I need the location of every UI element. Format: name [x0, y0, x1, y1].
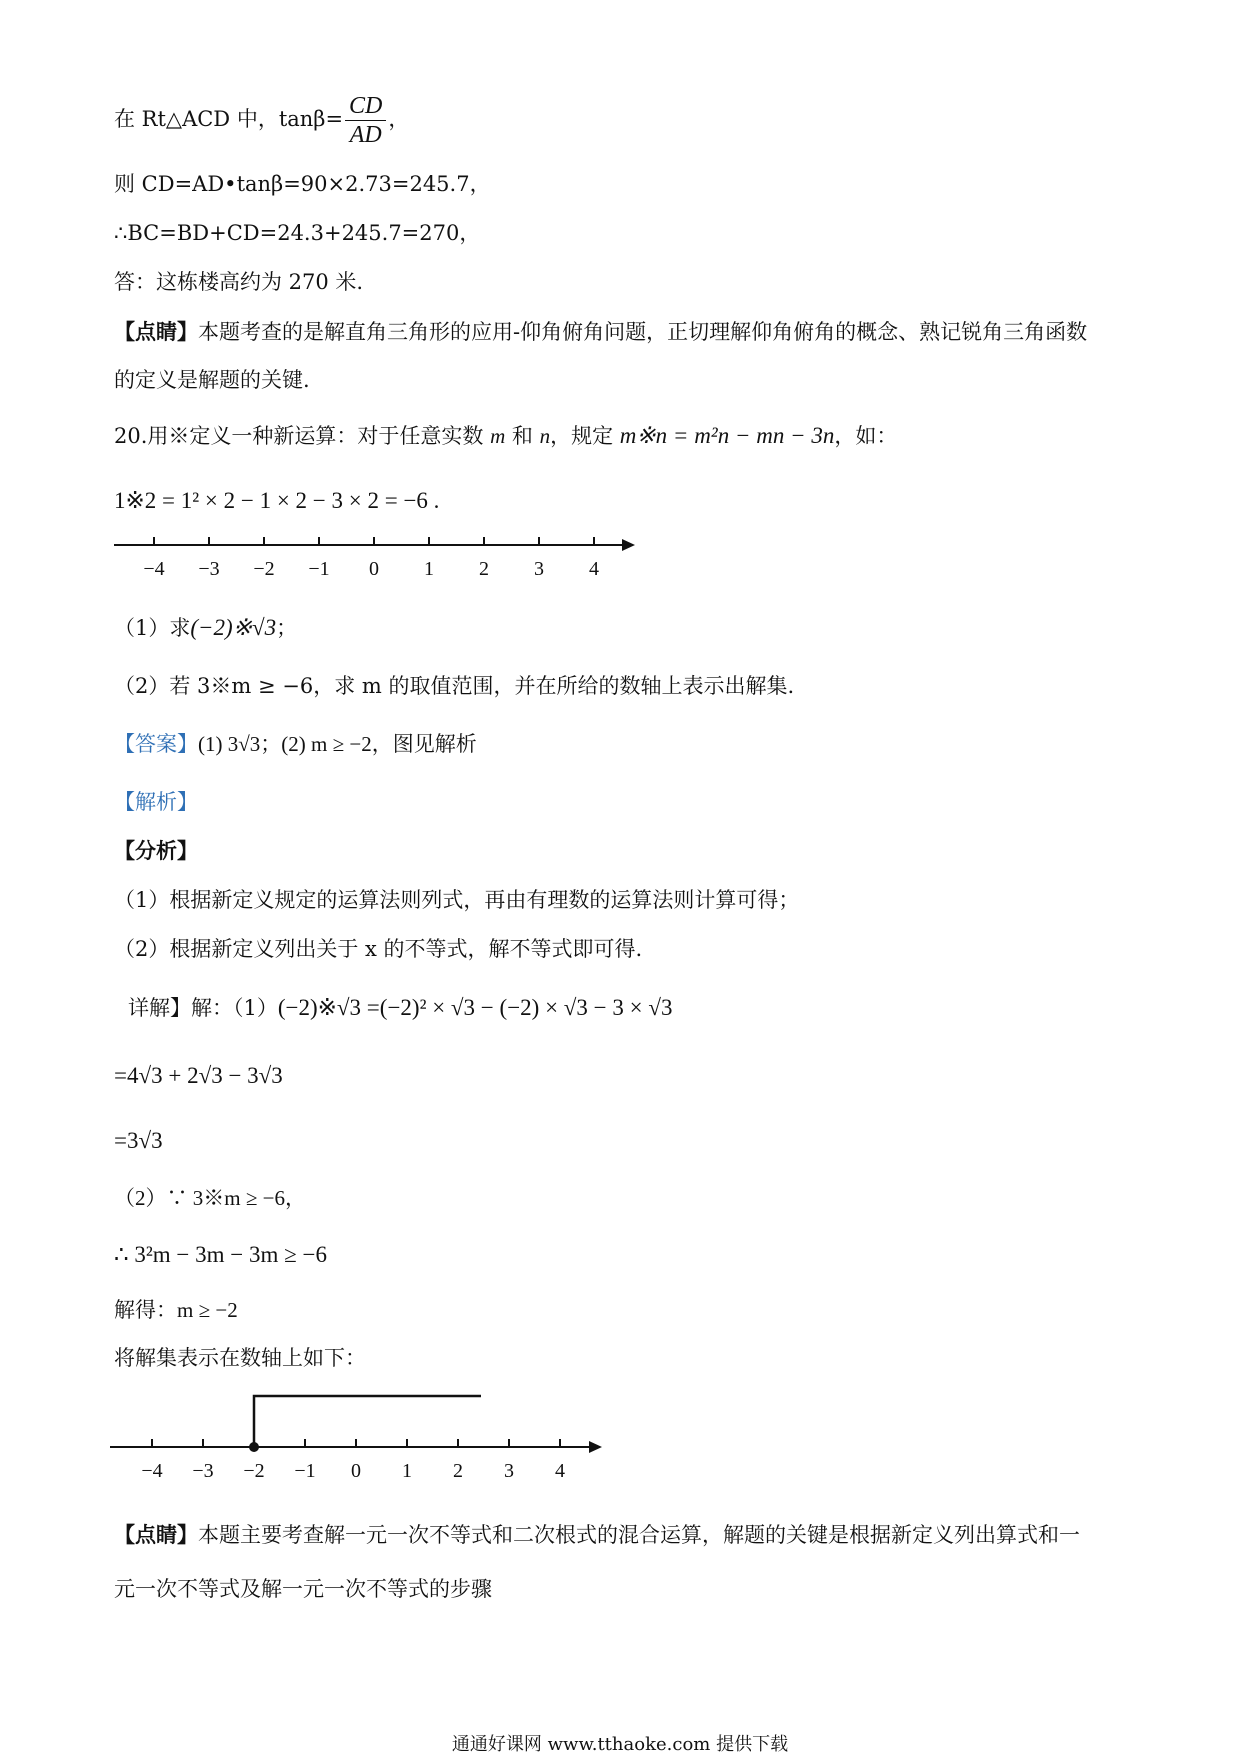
text: ，如： [834, 424, 898, 448]
part-1 [114, 614, 297, 642]
dianjing-final-2: 元一次不等式及解一元一次不等式的步骤 [114, 1577, 492, 1601]
text: 20.用※定义一种新运算：对于任意实数 [114, 424, 491, 448]
number-line-2 [100, 1385, 640, 1485]
tick-label: 4 [589, 558, 599, 580]
numerator: CD [345, 92, 386, 121]
eq-1: =4√3 + 2√3 − 3√3 [114, 1063, 283, 1088]
formula: m※n = m²n − mn − 3n [619, 423, 835, 448]
axis-arrow [589, 1441, 602, 1453]
tick-label: 0 [351, 1460, 361, 1482]
tick-label: −3 [198, 558, 220, 580]
tick-label: 1 [402, 1460, 412, 1482]
step-2-4: 将解集表示在数轴上如下： [114, 1346, 366, 1370]
ticks [141, 1439, 565, 1482]
footer: 通通好课网 www.tthaoke.com 提供下载 [451, 1734, 789, 1755]
part-2: （2）若 3※m ≥ −6，求 m 的取值范围，并在所给的数轴上表示出解集. [114, 674, 795, 698]
ticks [143, 537, 599, 580]
var-m: m [490, 424, 506, 448]
tick-label: 2 [453, 1460, 463, 1482]
detail-line [128, 994, 672, 1022]
line-answer: 答：这栋楼高约为 270 米. [114, 270, 364, 294]
example-line: 1※2 = 1² × 2 − 1 × 2 − 3 × 2 = −6 . [114, 488, 440, 513]
tick-label: 1 [424, 558, 434, 580]
tick-label: −1 [294, 1460, 316, 1482]
line-cd: 则 CD=AD•tanβ=90×2.73=245.7， [114, 172, 491, 196]
question-20 [114, 422, 897, 450]
text: 在 Rt△ACD 中，tanβ= [114, 107, 344, 131]
tick-label: 4 [555, 1460, 565, 1482]
denominator: AD [349, 122, 382, 148]
tick-label: −3 [192, 1460, 214, 1482]
expression: (−2)※√3 =(−2)² × √3 − (−2) × √3 − 3 × √3 [277, 995, 673, 1020]
step-2-1: （2）∵ 3※m ≥ −6， [114, 1186, 306, 1210]
tick-label: −4 [143, 558, 165, 580]
text: 详解】解：（1） [128, 996, 278, 1020]
fenxi-1: （1）根据新定义规定的运算法则列式，再由有理数的运算法则计算可得； [114, 888, 800, 912]
text: ； [276, 616, 298, 640]
solution-ray [254, 1396, 481, 1447]
dianjing-tag: 【点睛】 [114, 1522, 198, 1547]
tick-label: −2 [243, 1460, 265, 1482]
tick-label: 2 [479, 558, 489, 580]
tick-label: −2 [253, 558, 275, 580]
answer-tag: 【答案】 [114, 732, 198, 756]
step-2-3: 解得：m ≥ −2 [114, 1298, 238, 1322]
text: 本题考查的是解直角三角形的应用-仰角俯角问题，正切理解仰角俯角的概念、熟记锐角三角函数 [198, 320, 1088, 344]
tick-label: 0 [369, 558, 379, 580]
tick-label: −1 [308, 558, 330, 580]
fenxi-2: （2）根据新定义列出关于 x 的不等式，解不等式即可得. [114, 937, 643, 961]
line-dianjing-2: 的定义是解题的关键. [114, 368, 310, 392]
text: ， [388, 107, 410, 131]
eq-2: =3√3 [114, 1128, 163, 1153]
line-dianjing [114, 318, 1087, 346]
jiexi-tag: 【解析】 [114, 790, 198, 814]
fraction [345, 92, 386, 149]
answer-body: (1) 3√3；(2) m ≥ −2，图见解析 [198, 732, 477, 756]
dianjing-tag: 【点睛】 [114, 319, 198, 344]
fenxi-tag: 【分析】 [114, 838, 198, 863]
expression: (−2)※√3 [190, 615, 277, 640]
text: 本题主要考查解一元一次不等式和二次根式的混合运算，解题的关键是根据新定义列出算式和一 [198, 1523, 1080, 1547]
tick-label: −4 [141, 1460, 163, 1482]
text: （1）求 [114, 616, 191, 640]
line-tan-beta [114, 92, 409, 149]
answer-line [114, 730, 477, 758]
var-n: n [539, 424, 551, 448]
text: ，规定 [550, 424, 620, 448]
tick-label: 3 [534, 558, 544, 580]
number-line-1 [100, 525, 660, 585]
tick-label: 3 [504, 1460, 514, 1482]
step-2-2: ∴ 3²m − 3m − 3m ≥ −6 [114, 1242, 327, 1267]
text: 和 [505, 424, 540, 448]
dianjing-final [114, 1521, 1080, 1549]
axis-arrow [622, 539, 635, 551]
line-bc: ∴BC=BD+CD=24.3+245.7=270， [114, 221, 481, 245]
